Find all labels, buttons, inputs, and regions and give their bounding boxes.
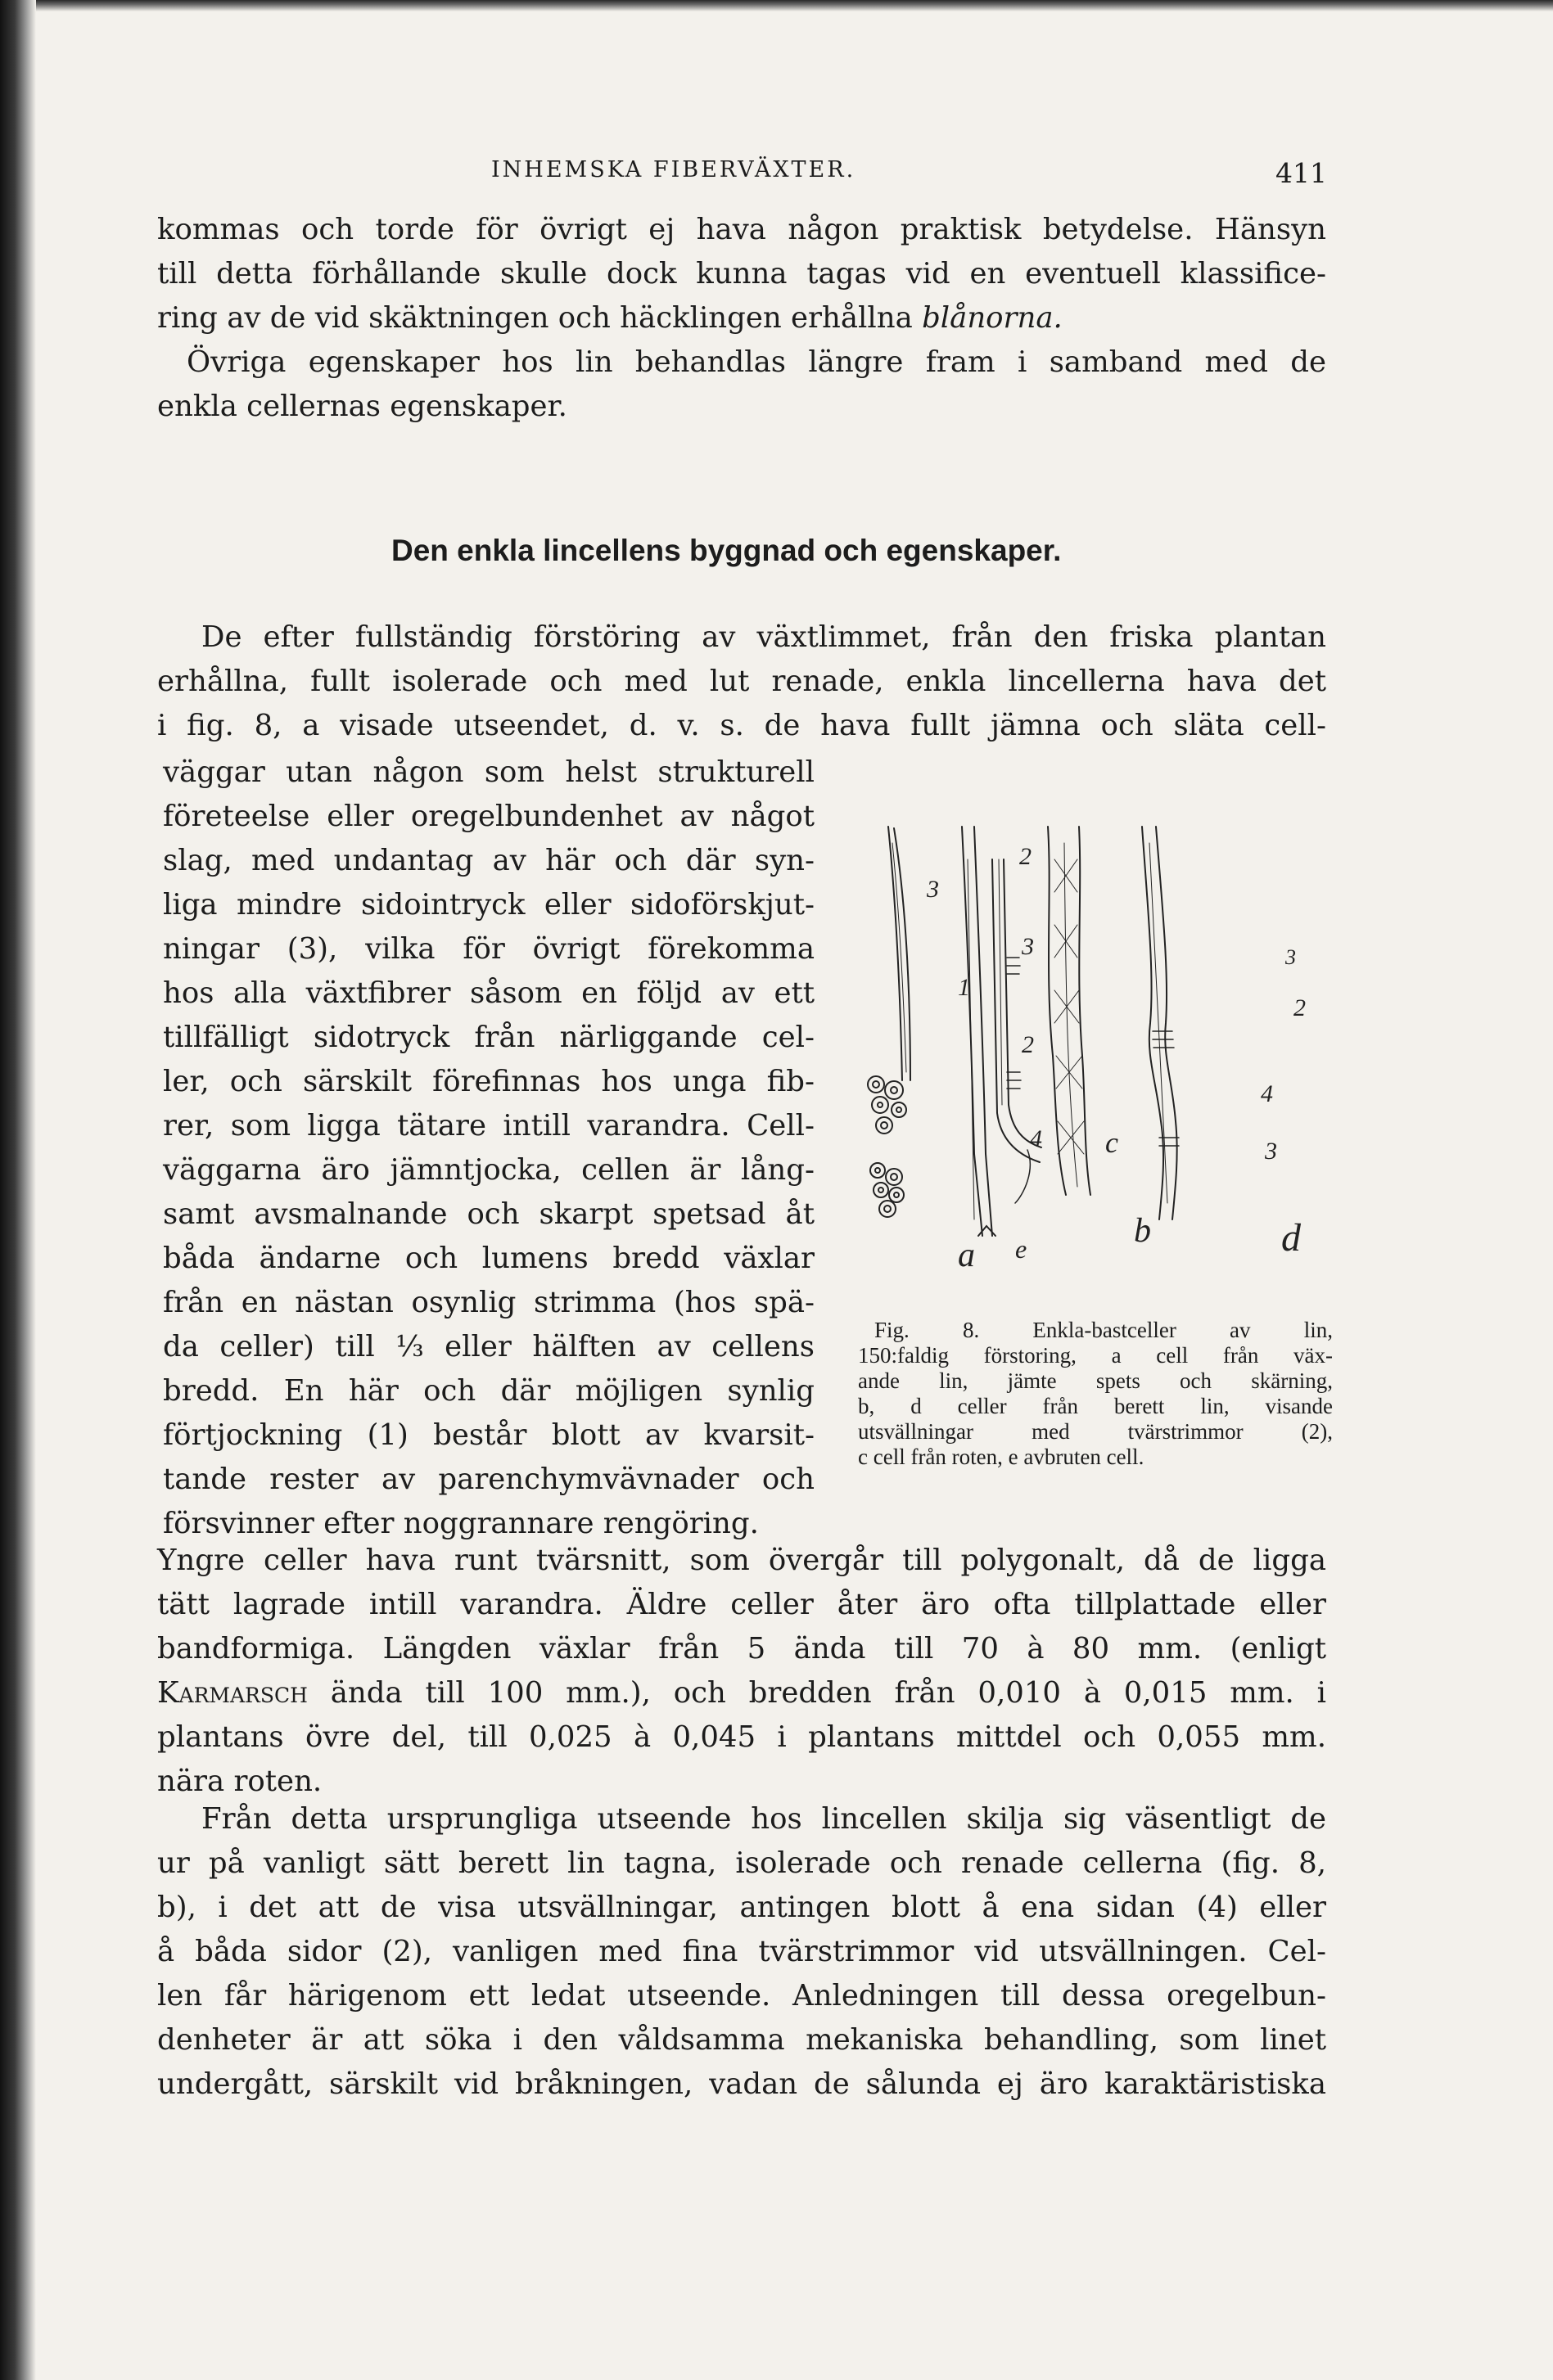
- text-line: till detta förhållande skulle dock kunna tagas vid en eventuell klassifice-: [157, 257, 1326, 291]
- label-n2a: 2: [1019, 843, 1032, 870]
- label-n2c: 2: [1293, 994, 1306, 1021]
- text-line: Från detta ursprungliga utseende hos lincellen skilja sig väsentligt de: [201, 1802, 1326, 1836]
- text-line: väggarna äro jämntjocka, cellen är lång-: [163, 1153, 815, 1187]
- text-line: Övriga egenskaper hos lin behandlas längre fram i samband med de: [187, 345, 1326, 379]
- cell-e: [962, 827, 995, 1236]
- text-line: len får härigenom ett ledat utseende. Anledningen till dessa oregelbun-: [157, 1979, 1326, 2013]
- cell-d: [1142, 827, 1179, 1219]
- text-line: plantans övre del, till 0,025 à 0,045 i plantans mittdel och 0,055 mm.: [157, 1720, 1326, 1754]
- text-line: tillfälligt sidotryck från närliggande cel-: [163, 1021, 815, 1054]
- label-n4b: 4: [1261, 1080, 1273, 1107]
- text-line: å båda sidor (2), vanligen med fina tvärstrimmor vid utsvällningen. Cel-: [157, 1935, 1326, 1968]
- label-d: d: [1281, 1216, 1301, 1260]
- text-line: förtjockning (1) består blott av kvarsit-: [163, 1418, 815, 1452]
- text-line: tätt lagrade intill varandra. Äldre celler åter äro ofta tillplattade eller: [157, 1588, 1326, 1621]
- text-line: från en nästan osynlig strimma (hos spä-: [163, 1286, 815, 1319]
- label-n4a: 4: [1030, 1125, 1042, 1152]
- text-line: ring av de vid skäktningen och häcklingen erhållna blånorna.: [157, 301, 1063, 335]
- paragraph-2: [157, 1797, 1326, 2107]
- text-line: bandformiga. Längden växlar från 5 ända till 70 à 80 mm. (enligt: [157, 1632, 1326, 1666]
- text-line: företeelse eller oregelbundenhet av något: [163, 800, 815, 833]
- text-line: försvinner efter noggrannare rengöring.: [163, 1507, 759, 1540]
- italic-term: blånorna.: [922, 301, 1063, 335]
- label-n3d: 3: [1265, 1138, 1277, 1165]
- text-line: nära roten.: [157, 1765, 323, 1798]
- text-line: enkla cellernas egenskaper.: [157, 390, 567, 423]
- label-c: c: [1105, 1126, 1118, 1159]
- figure-8: [851, 810, 1334, 1318]
- text-line: slag, med undantag av här och där syn-: [163, 844, 815, 877]
- label-a: a: [958, 1237, 975, 1274]
- text-line: ur på vanligt sätt berett lin tagna, isolerade och renade cellerna (fig. 8,: [157, 1846, 1326, 1880]
- text-line: undergått, särskilt vid bråkningen, vadan de sålunda ej äro karaktäristiska: [157, 2067, 1326, 2101]
- section-heading: Den enkla lincellens byggnad och egenskaper.: [391, 534, 1062, 567]
- caption-line: Fig. 8. Enkla-bastceller av lin,: [874, 1318, 1333, 1342]
- text-line: tande rester av parenchymvävnader och: [163, 1463, 815, 1496]
- text-line: b), i det att de visa utsvällningar, antingen blott å ena sidan (4) eller: [157, 1891, 1326, 1924]
- scan-edge-top: [0, 0, 1553, 11]
- text-line: hos alla växtfibrer såsom en följd av ett: [163, 976, 815, 1010]
- label-e: e: [1015, 1234, 1027, 1264]
- label-n2b: 2: [1022, 1031, 1034, 1058]
- caption-line: ande lin, jämte spets och skärning,: [858, 1368, 1333, 1393]
- intro-paragraph: [157, 208, 1326, 429]
- page-number: 411: [1275, 157, 1327, 189]
- paragraph-1-narrow: [163, 751, 815, 1546]
- text-line: erhållna, fullt isolerade och med lut renade, enkla lincellerna hava det: [157, 665, 1326, 698]
- label-n3a: 3: [927, 876, 939, 903]
- caption-line: 150:faldig förstoring, a cell från väx-: [858, 1343, 1333, 1368]
- caption-line: utsvällningar med tvärstrimmor (2),: [858, 1419, 1333, 1444]
- cross-sections: [868, 1076, 906, 1217]
- cell-c: [1048, 827, 1090, 1195]
- cell-a: [888, 827, 910, 1080]
- label-n1: 1: [958, 974, 970, 1001]
- text-line: Yngre celler hava runt tvärsnitt, som övergår till polygonalt, då de ligga: [157, 1544, 1326, 1577]
- caption-line: c cell från roten, e avbruten cell.: [858, 1445, 1144, 1469]
- figure-8-drawing: [851, 810, 1334, 1318]
- scan-edge-left: [0, 0, 36, 2380]
- text-line: ningar (3), vilka för övrigt förekomma: [163, 932, 815, 966]
- text-line: bredd. En här och där möjligen synlig: [163, 1374, 815, 1408]
- text-line: ler, och särskilt förefinnas hos unga fib-: [163, 1065, 815, 1098]
- text-line: väggar utan någon som helst strukturell: [163, 755, 815, 789]
- caption-line: b, d celler från berett lin, visande: [858, 1394, 1333, 1418]
- text-line: De efter fullständig förstöring av växtlimmet, från den friska plantan: [201, 620, 1326, 654]
- paragraph-1-tail: [157, 1539, 1326, 1804]
- text-line: denheter är att söka i den våldsamma mekaniska behandling, som linet: [157, 2023, 1326, 2057]
- text-line: samt avsmalnande och skarpt spetsad åt: [163, 1197, 815, 1231]
- author-name: Karmarsch: [157, 1676, 308, 1710]
- label-n3b: 3: [1022, 933, 1034, 960]
- text-line: kommas och torde för övrigt ej hava någon praktisk betydelse. Hänsyn: [157, 213, 1326, 246]
- figure-8-caption: [858, 1318, 1333, 1470]
- text-line: da celler) till ⅓ eller hälften av cellens: [163, 1330, 815, 1364]
- running-head: INHEMSKA FIBERVÄXTER.: [491, 157, 856, 183]
- text-line: liga mindre sidointryck eller sidoförskjut-: [163, 888, 815, 922]
- text-line: i fig. 8, a visade utseendet, d. v. s. de hava fullt jämna och släta cell-: [157, 709, 1326, 742]
- text-line: rer, som ligga tätare intill varandra. Cell-: [163, 1109, 815, 1143]
- label-n3c: 3: [1285, 945, 1296, 969]
- text-line: båda ändarne och lumens bredd växlar: [163, 1242, 815, 1275]
- text-line: Karmarsch ända till 100 mm.), och bredden från 0,010 à 0,015 mm. i: [157, 1676, 1326, 1710]
- label-b: b: [1134, 1212, 1151, 1250]
- paragraph-1-full: [157, 615, 1326, 748]
